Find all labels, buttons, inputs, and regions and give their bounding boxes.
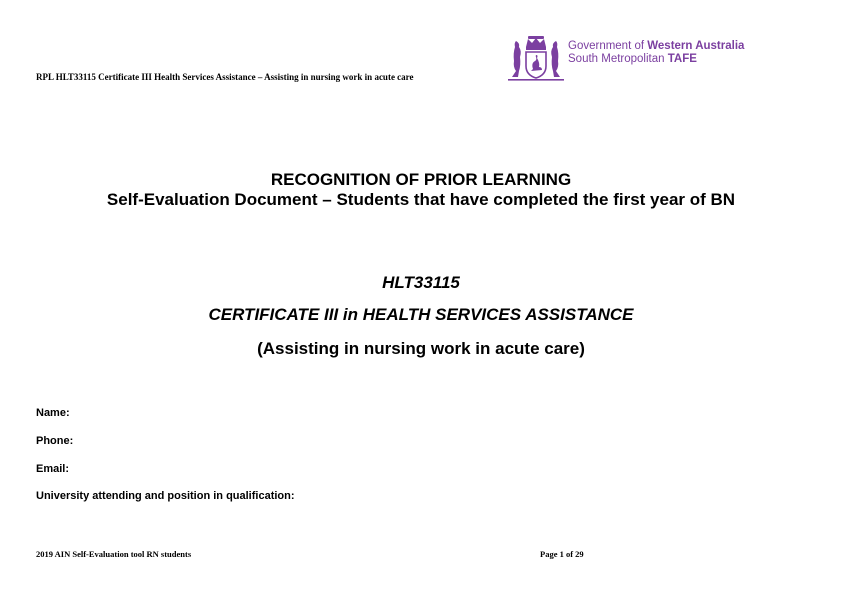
logo-line-tafe: South Metropolitan TAFE [568, 53, 697, 65]
document-subheading: Self-Evaluation Document – Students that have completed the first year of BN [106, 190, 736, 209]
wa-crest-icon [504, 33, 568, 83]
university-field-label: University attending and position in qualification: [36, 490, 295, 502]
phone-field-label: Phone: [36, 435, 74, 447]
document-heading: RECOGNITION OF PRIOR LEARNING [270, 170, 572, 189]
qualification-code: HLT33115 [382, 273, 460, 292]
name-field-label: Name: [36, 407, 70, 419]
page-header-title: RPL HLT33115 Certificate III Health Services Assistance – Assisting in nursing work in acute care [36, 72, 414, 82]
qualification-specialisation: (Assisting in nursing work in acute care) [257, 339, 585, 358]
footer-page-number: Page 1 of 29 [540, 549, 584, 559]
qualification-title: CERTIFICATE III in HEALTH SERVICES ASSISTANCE [208, 305, 634, 324]
footer-document-name: 2019 AIN Self-Evaluation tool RN students [36, 549, 192, 559]
organisation-logo [504, 33, 764, 83]
logo-text [568, 40, 744, 66]
logo-line-government: Government of Western Australia [568, 40, 745, 52]
email-field-label: Email: [36, 463, 70, 475]
